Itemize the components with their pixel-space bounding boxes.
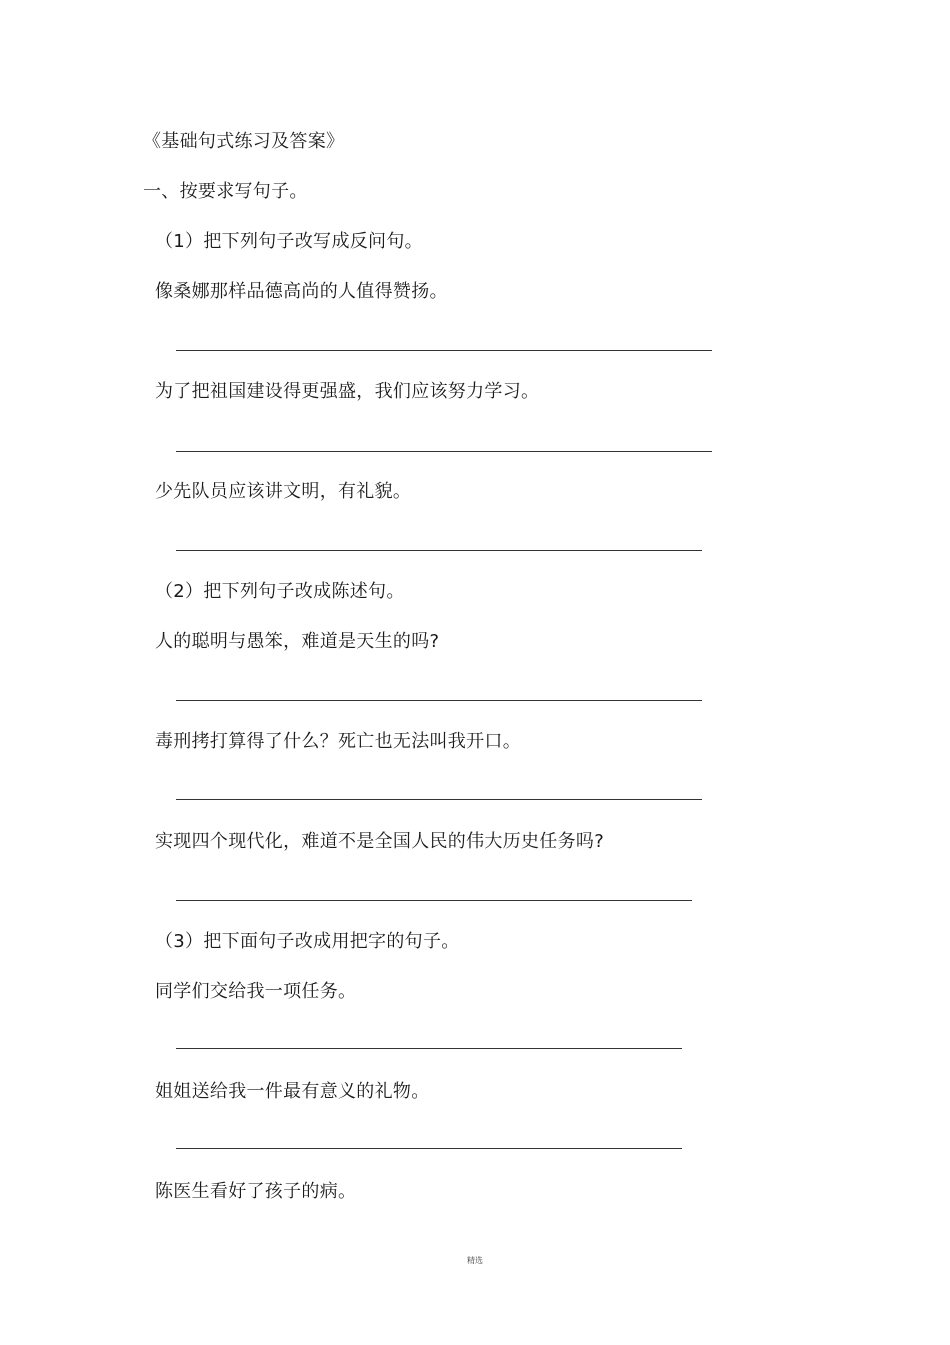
- answer-line: [176, 799, 702, 800]
- page-footer: 精选: [467, 1256, 483, 1265]
- question-sentence: 姐姐送给我一件最有意义的礼物。: [155, 1081, 430, 1102]
- question-sentence: 为了把祖国建设得更强盛，我们应该努力学习。: [155, 381, 540, 402]
- question-sentence: 像桑娜那样品德高尚的人值得赞扬。: [155, 281, 448, 302]
- answer-line: [176, 1148, 682, 1149]
- answer-line: [176, 550, 702, 551]
- question-sentence: 少先队员应该讲文明，有礼貌。: [155, 481, 412, 502]
- answer-line: [176, 700, 702, 701]
- question-sentence: 毒刑拷打算得了什么？死亡也无法叫我开口。: [155, 731, 521, 752]
- answer-line: [176, 900, 692, 901]
- answer-line: [176, 1048, 682, 1049]
- answer-line: [176, 350, 712, 351]
- part-1-instruction: （1）把下列句子改写成反问句。: [155, 231, 423, 252]
- question-sentence: 人的聪明与愚笨，难道是天生的吗?: [155, 631, 440, 652]
- question-sentence: 实现四个现代化，难道不是全国人民的伟大历史任务吗?: [155, 831, 605, 852]
- document-title: 《基础句式练习及答案》: [143, 131, 345, 152]
- question-sentence: 同学们交给我一项任务。: [155, 981, 357, 1002]
- question-sentence: 陈医生看好了孩子的病。: [155, 1181, 357, 1202]
- answer-line: [176, 451, 712, 452]
- part-3-instruction: （3）把下面句子改成用把字的句子。: [155, 931, 460, 952]
- section-heading: 一、按要求写句子。: [143, 181, 308, 202]
- part-2-instruction: （2）把下列句子改成陈述句。: [155, 581, 405, 602]
